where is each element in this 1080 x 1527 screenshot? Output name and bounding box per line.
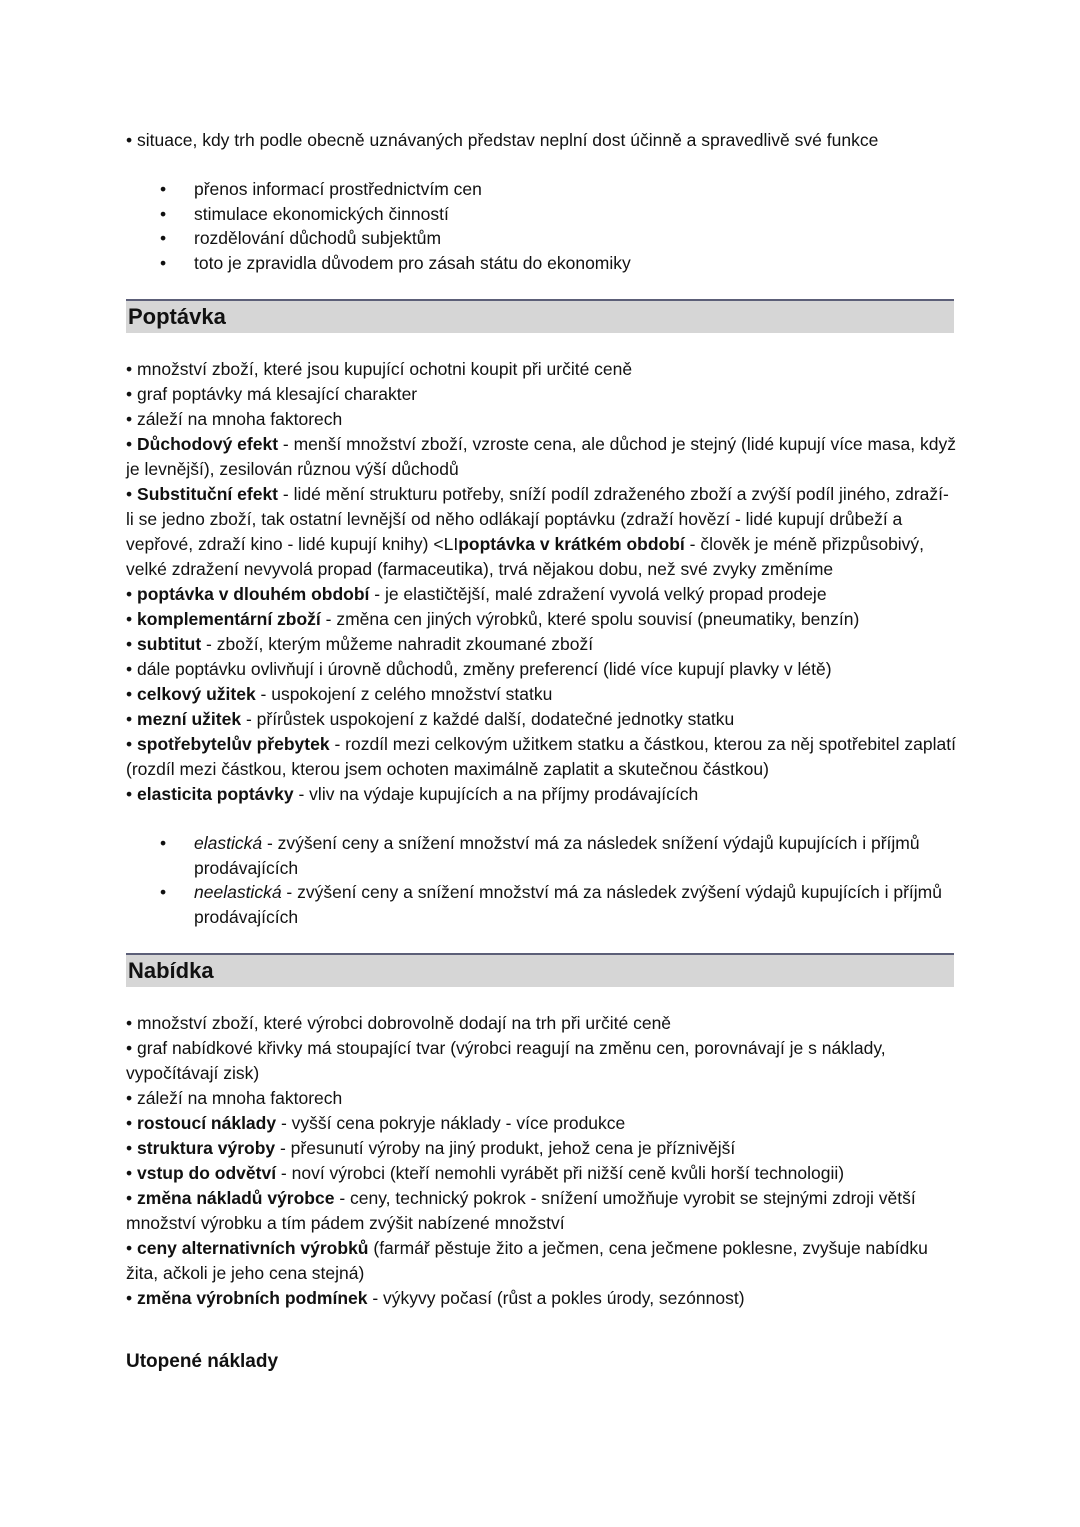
bullet-icon: •	[126, 130, 133, 150]
nabidka-list	[126, 1011, 956, 1311]
list-item: • rozdělování důchodů subjektům	[126, 226, 956, 251]
list-item: • elasticita poptávky - vliv na výdaje kupujících a na příjmy prodávajících	[126, 784, 699, 804]
bullet-icon: •	[126, 434, 133, 454]
term: změna výrobních podmínek	[137, 1288, 368, 1308]
list-item: • změna nákladů výrobce - ceny, technický pokrok - snížení umožňuje vyrobit se stejnými zdroji větší množství výrobku a tím pádem zvýšit nabízené množství	[126, 1188, 916, 1233]
list-item: • struktura výroby - přesunutí výroby na jiný produkt, jehož cena je příznivější	[126, 1138, 736, 1158]
bullet-icon: •	[126, 659, 133, 679]
bullet-icon: •	[126, 1013, 133, 1033]
term: ceny alternativních výrobků	[137, 1238, 369, 1258]
list-item: • spotřebytelův přebytek - rozdíl mezi celkovým užitkem statku a částkou, kterou za něj spotřebitel zaplatí (rozdíl mezi částkou, kterou jsem ochoten maximálně zaplatit a skutečnou částkou)	[126, 734, 956, 779]
term: struktura výroby	[137, 1138, 276, 1158]
list-item: • vstup do odvětví - noví výrobci (kteří nemohli vyrábět při nižší ceně kvůli horší technologii)	[126, 1163, 845, 1183]
bullet-icon: •	[160, 203, 167, 224]
bullet-icon: •	[126, 634, 133, 654]
term: poptávka v krátkém období	[458, 534, 685, 554]
term: Důchodový efekt	[137, 434, 279, 454]
elasticity-sublist	[126, 831, 956, 929]
bullet-icon: •	[126, 784, 133, 804]
bullet-icon: •	[160, 833, 167, 853]
bullet-icon: •	[126, 734, 133, 754]
list-item: • graf nabídkové křivky má stoupající tvar (výrobci reagují na změnu cen, porovnávají je s náklady, vypočítávají zisk)	[126, 1038, 886, 1083]
term: vstup do odvětví	[137, 1163, 277, 1183]
subsection-title: Utopené náklady	[126, 1351, 279, 1372]
term: neelastická	[194, 882, 282, 902]
section-title: Nabídka	[128, 958, 214, 983]
list-item: • Substituční efekt - lidé mění strukturu potřeby, sníží podíl zdraženého zboží a zvýší podíl jiného, zdraží-li se jedno zboží, tak ostatní levnější od něho odlákají poptávku (zdraží hovězí - lidé kupují drůbeží a vepřové, zdraží kino - lidé kupují knihy) <LIpoptávka v krátkém období - člověk je méně přizpůsobivý, velké zdražení nevyvolá propad (farmaceutika), trvá nějakou dobu, než své zvyky změníme	[126, 484, 949, 579]
list-item: • poptávka v dlouhém období - je elastičtější, malé zdražení vyvolá velký propad prodeje	[126, 584, 827, 604]
bullet-icon: •	[160, 882, 167, 902]
term: subtitut	[137, 634, 202, 654]
bullet-icon: •	[126, 1138, 133, 1158]
list-item: • celkový užitek - uspokojení z celého množství statku	[126, 684, 553, 704]
list-item: • komplementární zboží - změna cen jiných výrobků, které spolu souvisí (pneumatiky, benzín)	[126, 609, 860, 629]
list-item: • graf poptávky má klesající charakter	[126, 384, 418, 404]
list-item: • neelastická - zvýšení ceny a snížení množství má za následek zvýšení výdajů kupujících i příjmů prodávajících	[160, 882, 942, 927]
bullet-icon: •	[126, 484, 133, 504]
bullet-icon: •	[126, 1038, 133, 1058]
list-item: • Důchodový efekt - menší množství zboží, vzroste cena, ale důchod je stejný (lidé kupují více masa, když je levnější), zesilován různou výší důchodů	[126, 434, 956, 479]
bullet-icon: •	[126, 1088, 133, 1108]
list-item: • elastická - zvýšení ceny a snížení množství má za následek snížení výdajů kupujících i příjmů prodávajících	[160, 833, 920, 878]
list-item: • dále poptávku ovlivňují i úrovně důchodů, změny preferencí (lidé více kupují plavky v létě)	[126, 659, 832, 679]
list-item: • toto je zpravidla důvodem pro zásah státu do ekonomiky	[126, 251, 956, 276]
list-item: • množství zboží, které výrobci dobrovolně dodají na trh při určité ceně	[126, 1013, 672, 1033]
bullet-icon: •	[126, 409, 133, 429]
bullet-icon: •	[160, 179, 167, 199]
bullet-icon: •	[160, 252, 167, 273]
document-page	[126, 128, 956, 1375]
bullet-icon: •	[126, 609, 133, 629]
intro-sublist	[126, 177, 956, 275]
term: mezní užitek	[137, 709, 242, 729]
section-header-nabidka	[126, 953, 954, 987]
list-item: • subtitut - zboží, kterým můžeme nahradit zkoumané zboží	[126, 634, 594, 654]
term: spotřebytelův přebytek	[137, 734, 330, 754]
bullet-icon: •	[126, 1238, 133, 1258]
bullet-icon: •	[126, 1188, 133, 1208]
term: elasticita poptávky	[137, 784, 294, 804]
section-header-poptavka	[126, 299, 954, 333]
list-item: • rostoucí náklady - vyšší cena pokryje náklady - více produkce	[126, 1113, 626, 1133]
list-item: • přenos informací prostřednictvím cen	[126, 177, 956, 202]
list-item: • záleží na mnoha faktorech	[126, 409, 343, 429]
term: komplementární zboží	[137, 609, 321, 629]
bullet-icon: •	[126, 584, 133, 604]
list-item: • mezní užitek - přírůstek uspokojení z každé další, dodatečné jednotky statku	[126, 709, 735, 729]
term: poptávka v dlouhém období	[137, 584, 370, 604]
poptavka-list	[126, 357, 956, 807]
term: rostoucí náklady	[137, 1113, 277, 1133]
bullet-icon: •	[126, 709, 133, 729]
list-item: • ceny alternativních výrobků (farmář pěstuje žito a ječmen, cena ječmene poklesne, zvyšuje nabídku žita, ačkoli je jeho cena stejná)	[126, 1238, 928, 1283]
term: Substituční efekt	[137, 484, 279, 504]
list-item: • změna výrobních podmínek - výkyvy počasí (růst a pokles úrody, sezónnost)	[126, 1288, 745, 1308]
bullet-icon: •	[126, 684, 133, 704]
term: elastická	[194, 833, 263, 853]
bullet-icon: •	[126, 384, 133, 404]
list-item: • stimulace ekonomických činností	[126, 202, 956, 227]
list-item: • záleží na mnoha faktorech	[126, 1088, 343, 1108]
bullet-icon: •	[160, 228, 167, 248]
list-item: • množství zboží, které jsou kupující ochotni koupit při určité ceně	[126, 359, 633, 379]
bullet-icon: •	[126, 359, 133, 379]
bullet-icon: •	[126, 1288, 133, 1308]
term: celkový užitek	[137, 684, 256, 704]
term: změna nákladů výrobce	[137, 1188, 335, 1208]
intro-bullet: • situace, kdy trh podle obecně uznávaných představ neplní dost účinně a spravedlivě své funkce	[126, 130, 879, 150]
bullet-icon: •	[126, 1163, 133, 1183]
section-title: Poptávka	[128, 304, 226, 329]
bullet-icon: •	[126, 1113, 133, 1133]
